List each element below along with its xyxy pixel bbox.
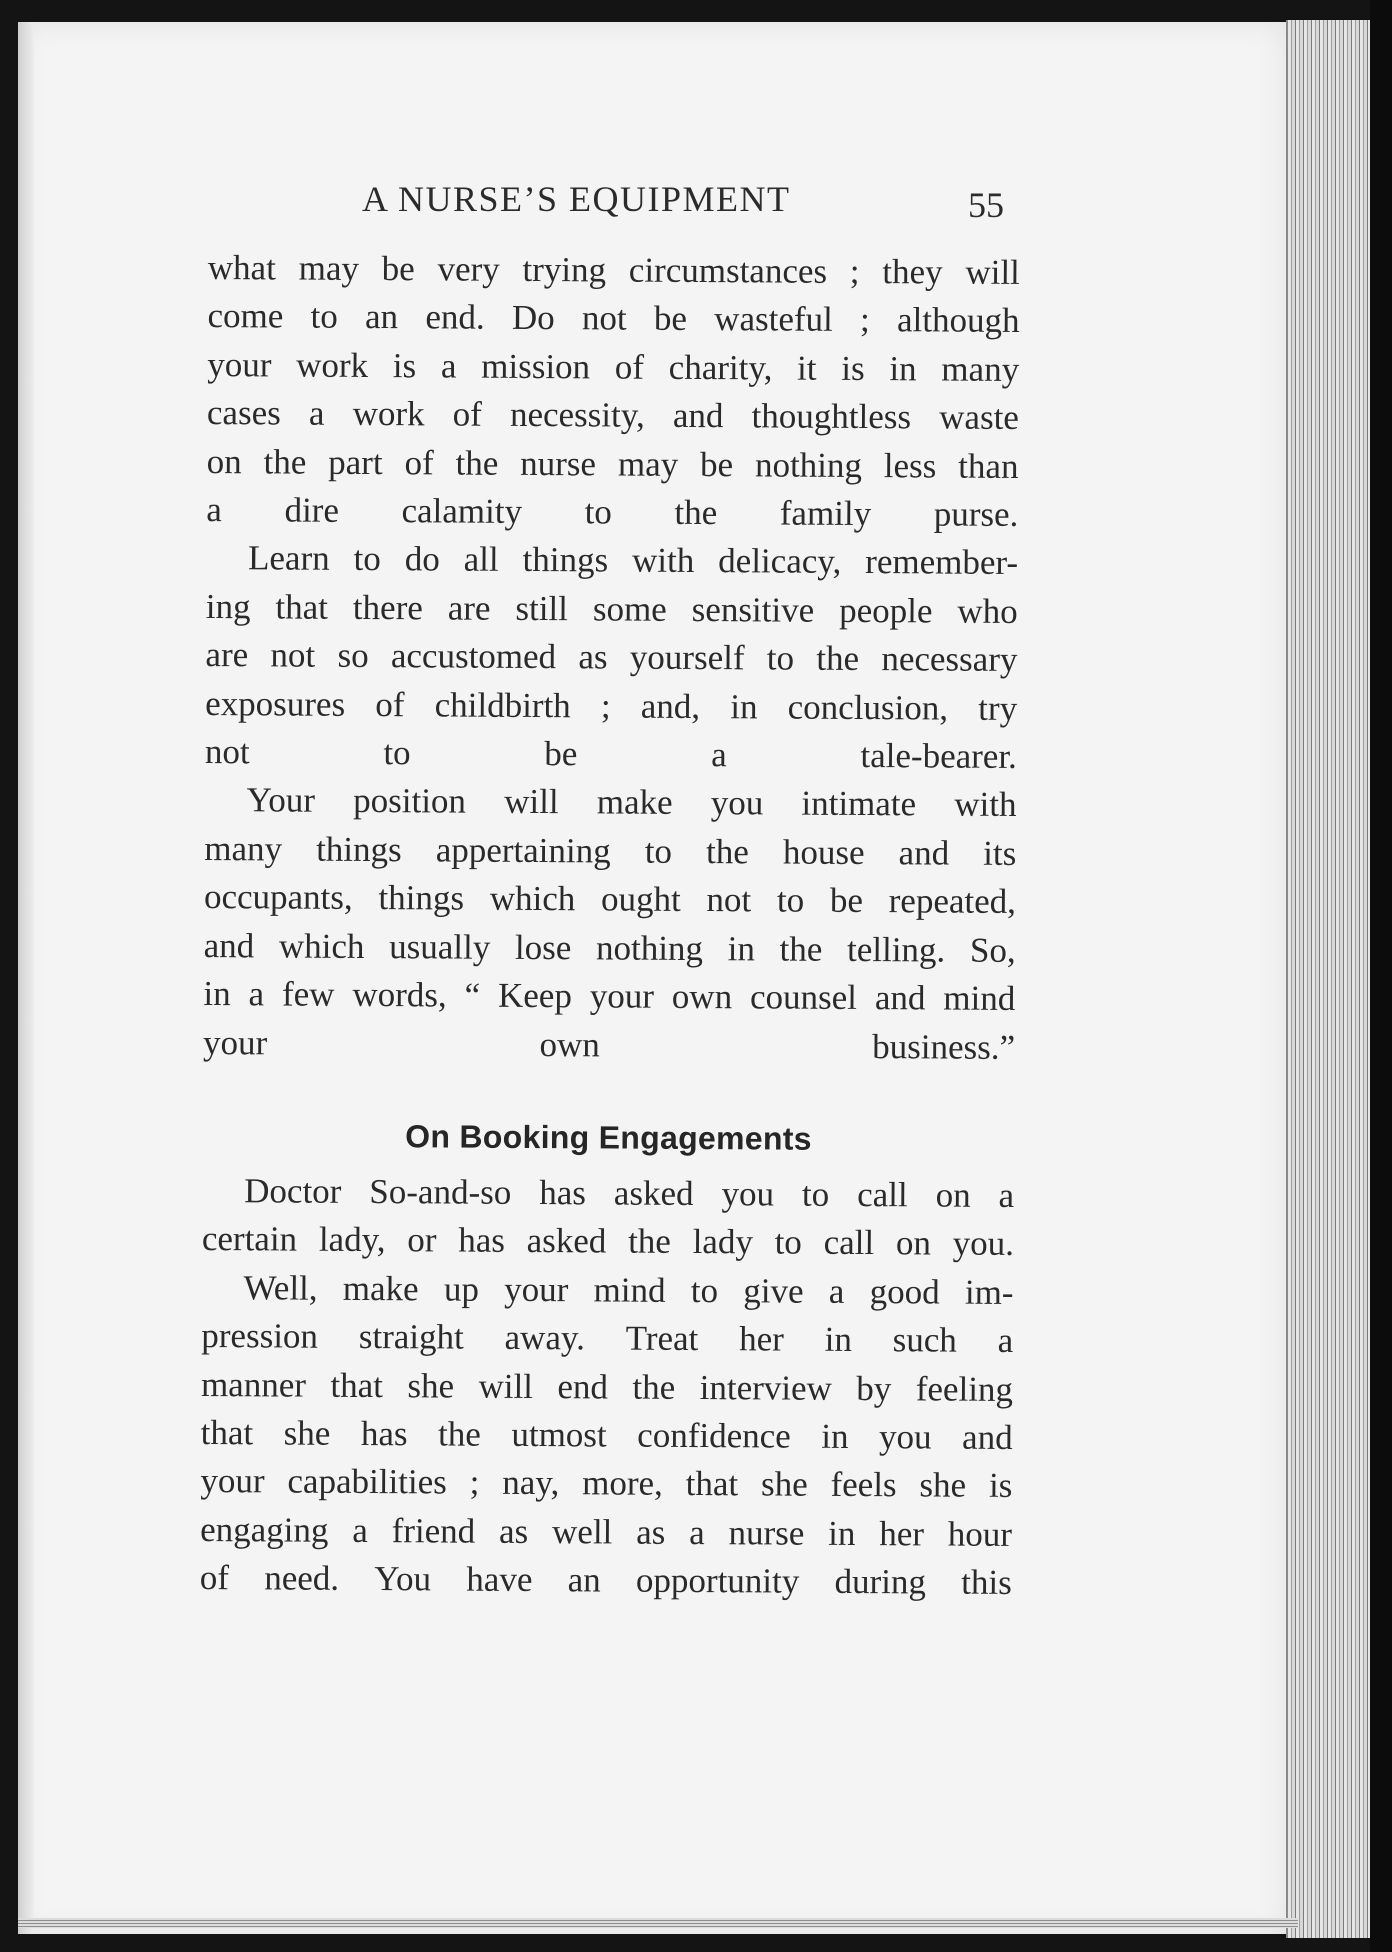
- word: the: [816, 638, 860, 679]
- word: call: [857, 1174, 908, 1215]
- word: her: [739, 1319, 784, 1359]
- word: be: [653, 299, 688, 339]
- word: hour: [947, 1514, 1013, 1554]
- word: Well,: [243, 1267, 318, 1308]
- text-line: [204, 776, 1016, 829]
- word: such: [892, 1320, 957, 1360]
- text-line: [205, 631, 1017, 684]
- word: more,: [582, 1463, 663, 1504]
- word: and: [961, 1417, 1013, 1457]
- book-fore-edge: [1286, 20, 1380, 1938]
- text-line: a dire calamity to the family purse.: [206, 490, 1019, 534]
- word: less: [883, 445, 937, 486]
- word: own: [671, 976, 733, 1017]
- word: feels: [830, 1465, 897, 1505]
- word: it: [797, 348, 817, 388]
- text-line: your own business.”: [203, 1022, 1016, 1067]
- word: mind: [943, 978, 1016, 1019]
- word: to: [776, 880, 805, 920]
- word: not: [581, 298, 627, 338]
- word: usually: [389, 926, 491, 967]
- word: need.: [264, 1558, 340, 1598]
- word: are: [205, 635, 249, 675]
- word: in: [828, 1513, 856, 1553]
- word: are: [447, 588, 491, 628]
- word: you: [710, 783, 764, 823]
- word: try: [978, 688, 1018, 728]
- text-line: [200, 1554, 1012, 1607]
- word: not: [706, 880, 752, 920]
- word: so: [337, 636, 369, 676]
- text-line: [208, 244, 1020, 297]
- paragraph: [206, 244, 1020, 539]
- text-line: [200, 1506, 1012, 1559]
- word: not: [270, 635, 316, 675]
- word: necessity,: [509, 395, 645, 435]
- word: engaging: [200, 1509, 329, 1550]
- word: appertaining: [435, 830, 611, 871]
- word: pression: [201, 1316, 319, 1356]
- word: your: [504, 1269, 569, 1309]
- word: Treat: [625, 1318, 699, 1359]
- word: what: [207, 247, 277, 288]
- word: work: [352, 394, 425, 434]
- word: make: [342, 1268, 419, 1309]
- word: all: [463, 540, 499, 580]
- paragraph: [200, 1264, 1014, 1608]
- word: of: [404, 442, 434, 483]
- word: end.: [425, 297, 485, 338]
- word: by: [856, 1368, 892, 1408]
- word: very: [437, 249, 500, 289]
- word: interview: [699, 1367, 833, 1408]
- word: work: [296, 345, 369, 385]
- word: and: [672, 396, 724, 436]
- word: with: [631, 541, 695, 581]
- text-line: [206, 534, 1018, 587]
- word: that: [200, 1412, 254, 1453]
- word: to: [310, 297, 338, 337]
- word: nurse: [520, 443, 597, 483]
- word: although: [896, 300, 1020, 341]
- word: end: [557, 1366, 609, 1406]
- text-line: [204, 922, 1016, 975]
- word: im-: [964, 1272, 1014, 1312]
- word: a: [352, 1510, 368, 1550]
- word: the: [632, 1367, 676, 1407]
- text-line: [207, 341, 1019, 394]
- running-head-title: A NURSE’S EQUIPMENT: [362, 179, 791, 219]
- word: straight: [358, 1317, 464, 1357]
- body-text: [200, 244, 1020, 1607]
- word: Doctor: [244, 1171, 342, 1211]
- word: and: [203, 925, 255, 965]
- word: few: [281, 974, 335, 1014]
- text-line: [207, 438, 1019, 491]
- word: that: [685, 1464, 739, 1504]
- word: good: [869, 1271, 940, 1312]
- word: has: [539, 1172, 587, 1213]
- word: on: [206, 441, 242, 481]
- word: will: [478, 1366, 534, 1406]
- word: with: [954, 785, 1017, 825]
- word: its: [983, 833, 1017, 873]
- word: that: [330, 1365, 384, 1405]
- word: circumstances: [628, 250, 828, 291]
- word: nay,: [502, 1463, 560, 1503]
- word: ;: [849, 251, 860, 291]
- word: Your: [246, 780, 316, 821]
- paragraph: [205, 534, 1018, 781]
- word: wasteful: [714, 299, 833, 340]
- running-head: [0, 178, 1392, 228]
- word: necessary: [881, 639, 1018, 680]
- word: friend: [391, 1510, 476, 1551]
- word: up: [443, 1269, 480, 1309]
- word: in: [730, 686, 758, 727]
- text-line: [204, 873, 1016, 926]
- word: your: [207, 344, 272, 385]
- word: of: [375, 684, 405, 724]
- word: who: [957, 591, 1018, 631]
- word: make: [596, 782, 673, 823]
- text-line: not to be a tale-bearer.: [204, 732, 1018, 777]
- word: and: [874, 978, 926, 1018]
- word: there: [352, 587, 423, 628]
- word: the: [455, 443, 499, 483]
- word: things: [378, 878, 465, 918]
- word: So,: [969, 930, 1016, 970]
- word: many: [941, 349, 1020, 389]
- word: yourself: [629, 637, 745, 678]
- word: sensitive: [691, 589, 815, 630]
- word: confidence: [637, 1415, 791, 1456]
- word: and,: [640, 686, 701, 726]
- word: the: [438, 1414, 482, 1454]
- word: that: [275, 587, 329, 627]
- word: opportunity: [635, 1560, 800, 1601]
- word: part: [328, 442, 383, 482]
- word: charity,: [668, 347, 773, 388]
- word: a: [689, 1512, 705, 1552]
- word: to: [766, 638, 795, 678]
- word: to: [801, 1174, 830, 1214]
- word: mind: [593, 1270, 666, 1310]
- word: Do: [511, 298, 555, 338]
- word: manner: [200, 1364, 307, 1405]
- word: ;: [859, 300, 870, 340]
- text-line: [207, 389, 1019, 442]
- word: exposures: [205, 683, 346, 724]
- word: So-and-so: [369, 1171, 512, 1212]
- word: nothing: [754, 444, 863, 485]
- word: things: [522, 540, 609, 580]
- word: as: [498, 1511, 529, 1551]
- word: away.: [504, 1317, 586, 1358]
- section-heading: On Booking Engagements: [405, 1118, 812, 1157]
- word: the: [779, 929, 823, 969]
- word: is: [392, 345, 417, 386]
- text-line: [200, 1457, 1012, 1510]
- word: on: [935, 1175, 971, 1215]
- text-line: [201, 1264, 1013, 1317]
- word: a: [440, 346, 457, 386]
- word: to: [690, 1270, 719, 1310]
- word: will: [504, 782, 559, 822]
- word: people: [839, 590, 933, 631]
- word: give: [743, 1271, 804, 1311]
- word: come: [207, 296, 284, 336]
- text-line: [201, 1312, 1013, 1365]
- word: you: [878, 1417, 932, 1457]
- word: as: [578, 637, 608, 677]
- word: waste: [939, 397, 1020, 438]
- word: nothing: [595, 928, 704, 968]
- word: an: [567, 1560, 601, 1600]
- word: counsel: [749, 977, 858, 1018]
- word: in: [821, 1416, 849, 1456]
- word: which: [278, 926, 365, 966]
- word: be: [699, 444, 734, 484]
- word: the: [705, 831, 749, 872]
- text-line: [203, 970, 1015, 1023]
- word: delicacy,: [718, 541, 842, 582]
- word: you: [721, 1174, 775, 1214]
- word: Learn: [247, 538, 330, 579]
- word: in: [203, 974, 231, 1014]
- word: feeling: [915, 1368, 1014, 1409]
- word: words,: [352, 974, 447, 1015]
- word: utmost: [511, 1414, 607, 1455]
- word: cases: [206, 393, 281, 433]
- word: do: [404, 539, 440, 579]
- word: to: [353, 539, 381, 579]
- word: in: [824, 1319, 853, 1360]
- word: of: [452, 394, 483, 434]
- word: in: [727, 928, 756, 969]
- word: the: [263, 441, 307, 482]
- text-line: [201, 1361, 1013, 1414]
- word: capabilities: [287, 1461, 447, 1502]
- word: thoughtless: [751, 396, 912, 437]
- word: as: [636, 1512, 666, 1552]
- page-gutter: [18, 22, 34, 1934]
- word: a: [997, 1320, 1014, 1361]
- page-number: 55: [968, 185, 1004, 225]
- text-line: [204, 825, 1016, 878]
- word: house: [782, 832, 865, 872]
- word: nurse: [728, 1512, 805, 1553]
- word: asked: [613, 1173, 694, 1213]
- word: lose: [514, 927, 572, 967]
- word: will: [965, 252, 1020, 292]
- word: an: [364, 297, 399, 337]
- word: position: [353, 781, 467, 822]
- word: intimate: [801, 784, 917, 824]
- word: her: [879, 1513, 925, 1554]
- word: many: [204, 828, 283, 869]
- word: repeated,: [888, 881, 1017, 922]
- word: of: [614, 347, 645, 387]
- word: has: [360, 1413, 408, 1454]
- word: a: [828, 1271, 845, 1311]
- word: telling.: [846, 929, 946, 970]
- word: things: [316, 829, 402, 870]
- word: they: [882, 252, 943, 292]
- word: of: [199, 1558, 230, 1598]
- paragraph: [203, 776, 1017, 1071]
- word: may: [617, 444, 679, 484]
- word: a: [248, 974, 265, 1014]
- word: Keep: [497, 975, 573, 1016]
- word: ought: [600, 879, 681, 920]
- word: a: [308, 393, 325, 433]
- word: ;: [469, 1462, 480, 1503]
- word: your: [589, 976, 655, 1016]
- word: in: [889, 348, 917, 389]
- text-line: certain lady, or has asked the lady to call on you.: [201, 1219, 1015, 1264]
- word: is: [988, 1466, 1013, 1506]
- word: she: [407, 1365, 455, 1406]
- word: she: [283, 1413, 331, 1453]
- word: remember-: [865, 542, 1019, 583]
- word: be: [381, 249, 415, 289]
- word: she: [919, 1465, 967, 1505]
- word: ing: [205, 586, 251, 627]
- word: conclusion,: [787, 687, 949, 728]
- word: occupants,: [203, 877, 353, 918]
- word: mission: [481, 346, 591, 387]
- word: a: [998, 1175, 1015, 1215]
- word: still: [515, 588, 569, 629]
- word: is: [841, 348, 865, 388]
- word: childbirth: [434, 685, 571, 725]
- text-line: [207, 292, 1019, 345]
- text-line: [206, 583, 1018, 636]
- word: accustomed: [390, 636, 557, 677]
- word: some: [592, 589, 667, 629]
- word: “: [464, 975, 481, 1015]
- word: this: [961, 1562, 1012, 1603]
- word: trying: [522, 249, 607, 290]
- word: may: [298, 248, 360, 288]
- word: during: [834, 1562, 927, 1602]
- text-line: [202, 1167, 1014, 1220]
- word: ;: [600, 686, 611, 726]
- word: well: [551, 1511, 613, 1552]
- word: than: [958, 446, 1019, 486]
- word: You: [374, 1559, 432, 1599]
- word: to: [644, 831, 673, 871]
- word: be: [829, 881, 864, 921]
- word: have: [466, 1559, 533, 1600]
- word: your: [200, 1461, 265, 1501]
- word: which: [489, 879, 576, 919]
- text-line: [201, 1409, 1013, 1462]
- paragraph: [202, 1167, 1015, 1269]
- book-bottom-edge: [18, 1918, 1298, 1928]
- text-line: [205, 680, 1017, 733]
- scan-background-edge: [1370, 0, 1392, 1952]
- word: and: [898, 833, 950, 873]
- word: she: [760, 1464, 808, 1505]
